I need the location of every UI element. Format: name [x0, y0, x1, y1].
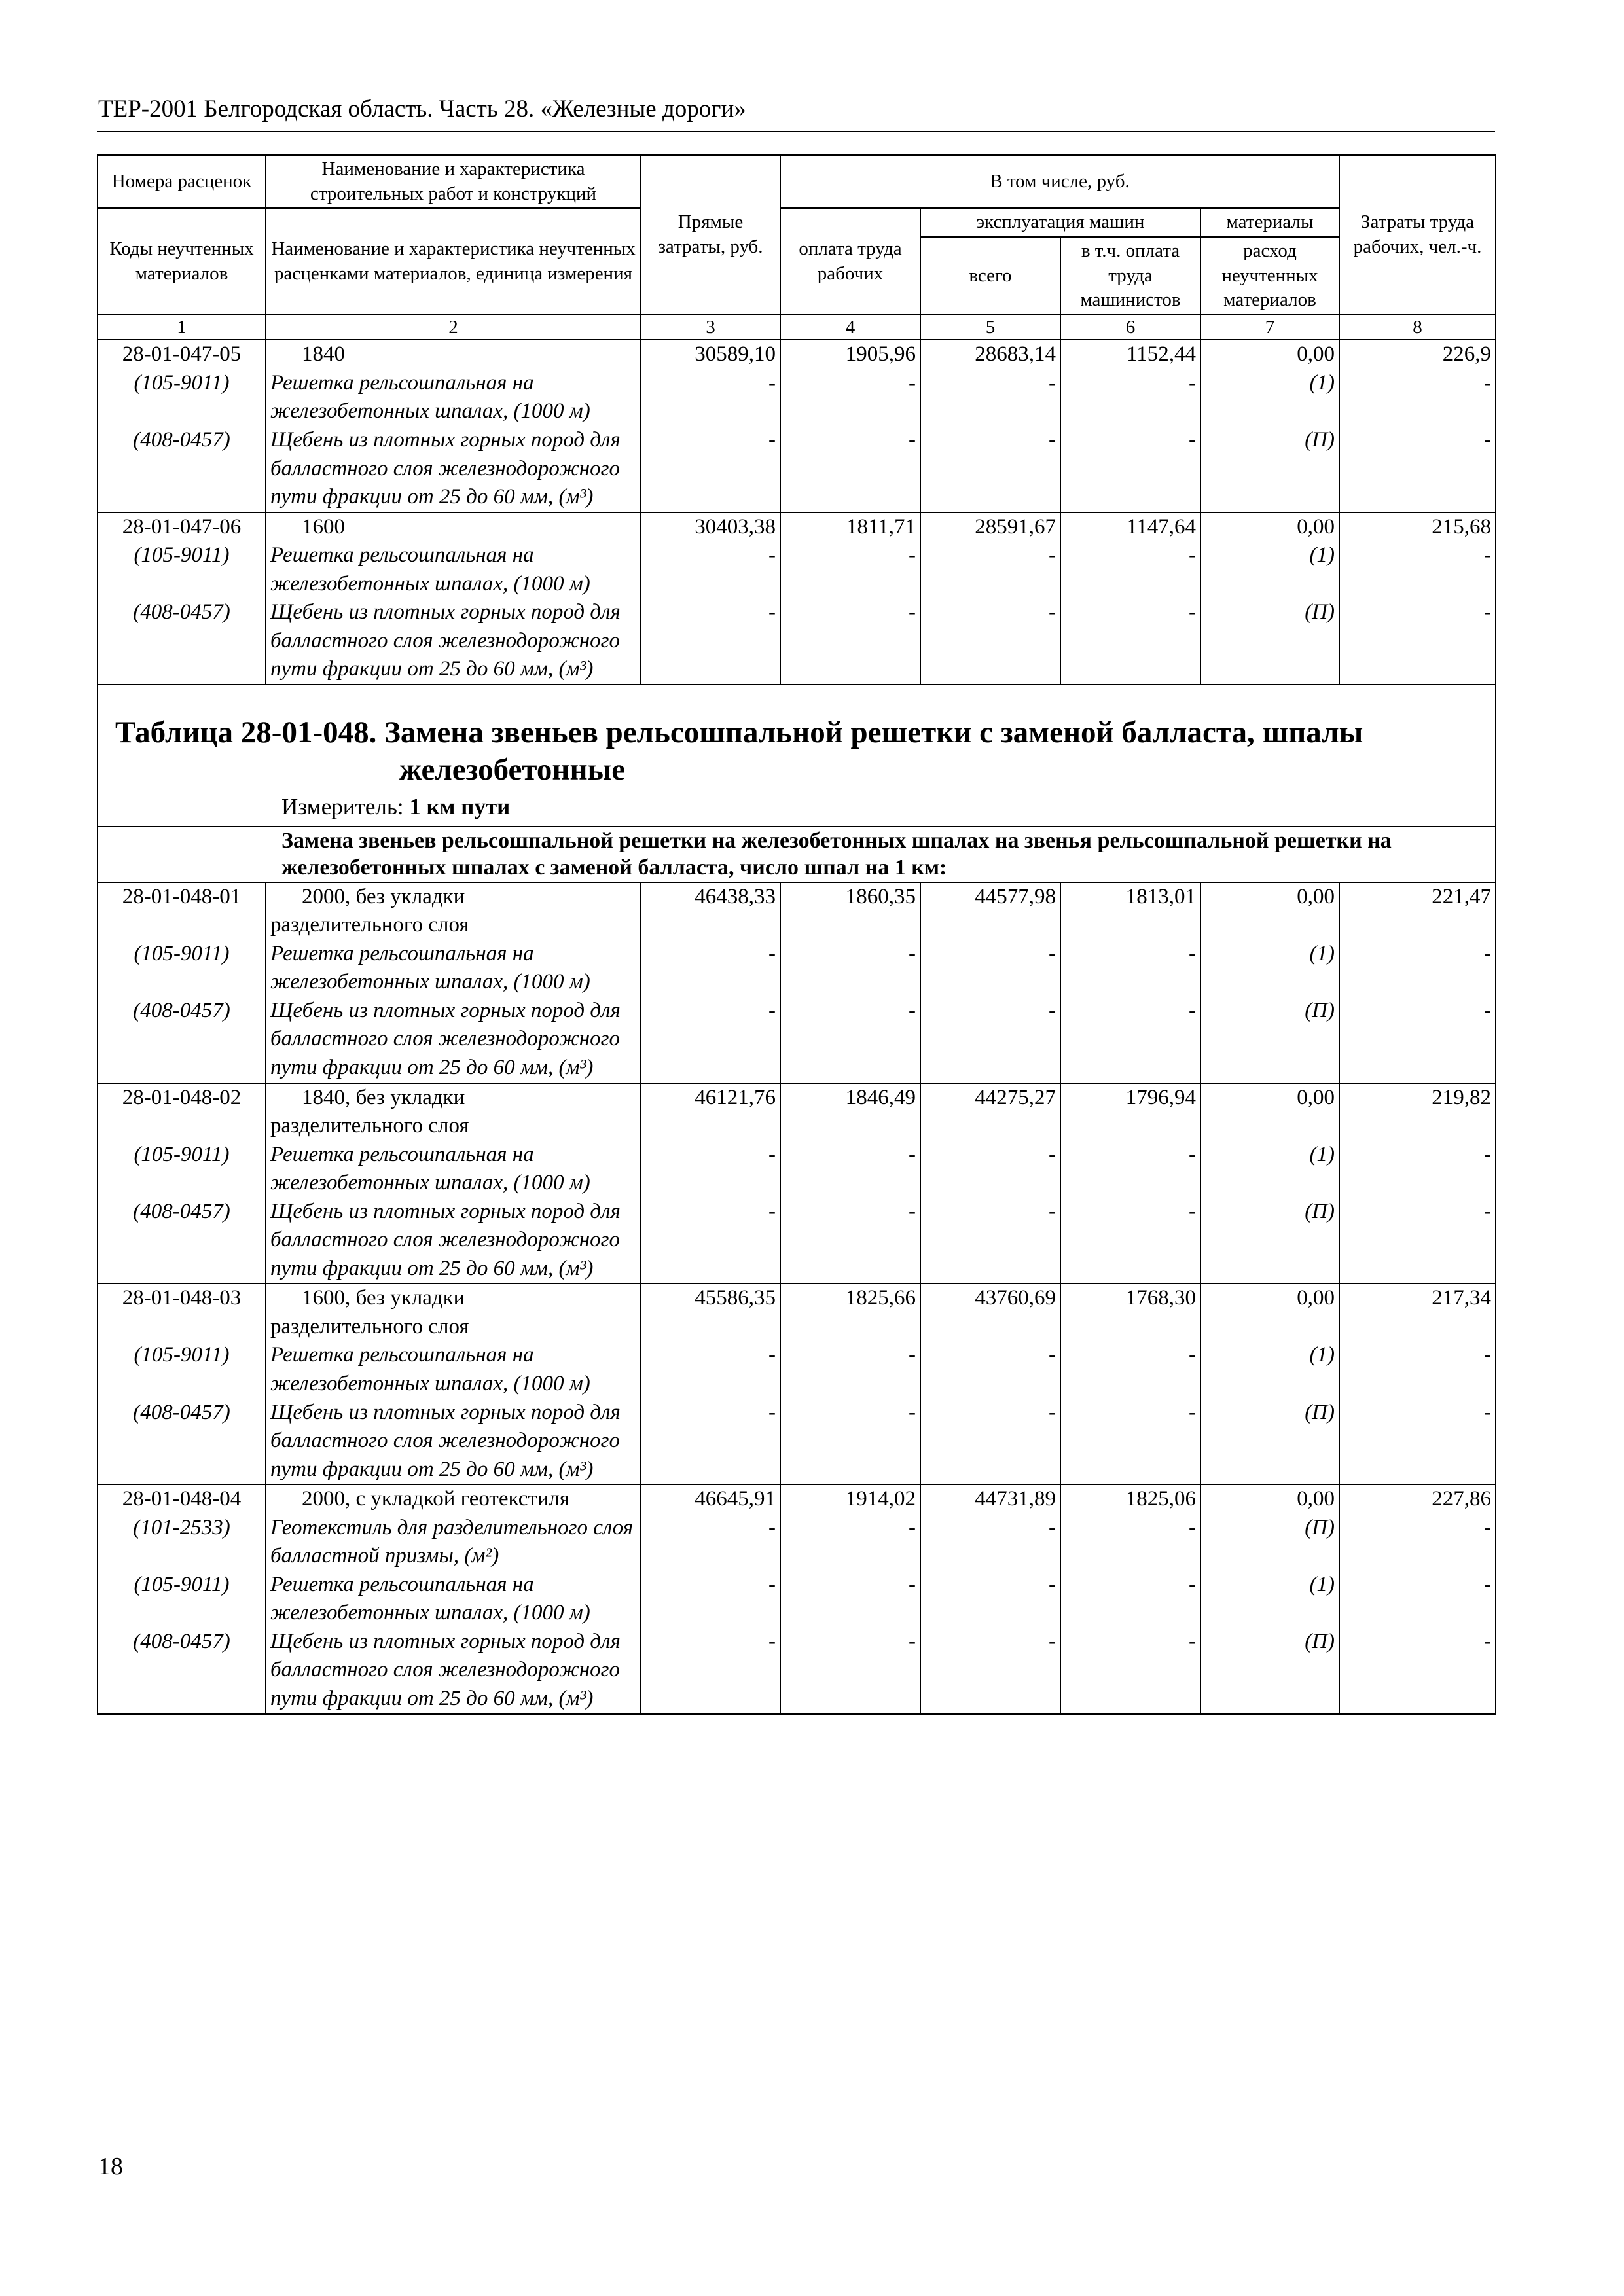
dash-value: -	[920, 1198, 1060, 1284]
dash-value: -	[641, 1341, 780, 1398]
material-name: Щебень из плотных горных пород для балластного слоя железнодорожного пути фракции от 25 до 60 мм, (м³)	[266, 997, 641, 1083]
rate-name	[266, 340, 641, 369]
material-qty: (П)	[1200, 1198, 1339, 1284]
rate-value: 28683,14	[920, 340, 1060, 369]
header-direct-costs: Прямые затраты, руб.	[641, 155, 780, 315]
table-title-cont: железобетонные	[399, 753, 626, 787]
rate-value: 1846,49	[780, 1083, 920, 1141]
material-name: Решетка рельсошпальная на железобетонных шпалах, (1000 м)	[266, 369, 641, 426]
rate-name	[266, 512, 641, 542]
dash-value: -	[920, 997, 1060, 1083]
rate-value: 1152,44	[1060, 340, 1200, 369]
rate-name	[266, 1283, 641, 1341]
dash-value: -	[641, 1628, 780, 1714]
rate-row	[98, 882, 1496, 940]
column-number: 5	[920, 315, 1060, 340]
dash-value: -	[1339, 426, 1496, 512]
column-number: 3	[641, 315, 780, 340]
rate-value: 44731,89	[920, 1484, 1060, 1514]
material-qty: (1)	[1200, 1341, 1339, 1398]
dash-value: -	[780, 1628, 920, 1714]
dash-value: -	[1060, 598, 1200, 685]
rate-row	[98, 340, 1496, 369]
material-name: Решетка рельсошпальная на железобетонных шпалах, (1000 м)	[266, 541, 641, 598]
rate-value: 0,00	[1200, 1283, 1339, 1341]
rate-row	[98, 1083, 1496, 1141]
dash-value: -	[920, 1141, 1060, 1198]
header-machinist-pay: в т.ч. оплата труда машинистов	[1060, 237, 1200, 315]
dash-value: -	[641, 1399, 780, 1485]
rate-value: 221,47	[1339, 882, 1496, 940]
dash-value: -	[1339, 1141, 1496, 1198]
rate-value: 43760,69	[920, 1283, 1060, 1341]
rate-value: 46438,33	[641, 882, 780, 940]
rate-row	[98, 1484, 1496, 1514]
material-name: Щебень из плотных горных пород для балластного слоя железнодорожного пути фракции от 25 до 60 мм, (м³)	[266, 1628, 641, 1714]
material-qty: (П)	[1200, 1628, 1339, 1714]
section-title: Замена звеньев рельсошпальной решетки на железобетонных шпалах на звенья рельсошпальной решетки на железобетонных шпалах с заменой балласта, число шпал на 1 км:	[98, 827, 1496, 882]
header-labor-hours: Затраты труда рабочих, чел.-ч.	[1339, 155, 1496, 315]
dash-value: -	[1060, 997, 1200, 1083]
header-unaccounted-materials: расход неучтенных материалов	[1200, 237, 1339, 315]
running-head: ТЕР-2001 Белгородская область. Часть 28. «Железные дороги»	[98, 96, 746, 122]
rate-value: 1768,30	[1060, 1283, 1200, 1341]
rate-value: 219,82	[1339, 1083, 1496, 1141]
rate-name-line: 2000, без укладки	[302, 884, 465, 908]
column-number: 2	[266, 315, 641, 340]
rate-value: 217,34	[1339, 1283, 1496, 1341]
material-code: (105-9011)	[98, 1141, 266, 1198]
rate-value: 1825,06	[1060, 1484, 1200, 1514]
rate-value: 1905,96	[780, 340, 920, 369]
material-qty: (1)	[1200, 369, 1339, 426]
rate-name	[266, 882, 641, 940]
dash-value: -	[1060, 1571, 1200, 1628]
dash-value: -	[1060, 1628, 1200, 1714]
dash-value: -	[641, 940, 780, 997]
dash-value: -	[641, 1141, 780, 1198]
header-machines: эксплуатация машин	[920, 208, 1200, 237]
dash-value: -	[780, 1141, 920, 1198]
dash-value: -	[641, 1514, 780, 1571]
dash-value: -	[1060, 369, 1200, 426]
dash-value: -	[1339, 940, 1496, 997]
material-row	[98, 598, 1496, 685]
dash-value: -	[920, 426, 1060, 512]
dash-value: -	[780, 1571, 920, 1628]
dash-value: -	[920, 1514, 1060, 1571]
rate-value: 1796,94	[1060, 1083, 1200, 1141]
dash-value: -	[1339, 1514, 1496, 1571]
rate-name-line: 1840, без укладки	[302, 1085, 465, 1109]
material-row	[98, 1514, 1496, 1571]
material-code: (105-9011)	[98, 1571, 266, 1628]
material-row	[98, 940, 1496, 997]
dash-value: -	[1060, 1141, 1200, 1198]
material-name: Решетка рельсошпальная на железобетонных шпалах, (1000 м)	[266, 1341, 641, 1398]
dash-value: -	[920, 1628, 1060, 1714]
dash-value: -	[1060, 1399, 1200, 1485]
rate-row	[98, 512, 1496, 542]
dash-value: -	[641, 1571, 780, 1628]
rate-name-cont: разделительного слоя	[270, 913, 469, 937]
material-code: (105-9011)	[98, 1341, 266, 1398]
dash-value: -	[641, 426, 780, 512]
rate-code: 28-01-048-03	[98, 1283, 266, 1341]
dash-value: -	[920, 1341, 1060, 1398]
column-number: 7	[1200, 315, 1339, 340]
dash-value: -	[1339, 997, 1496, 1083]
material-qty: (П)	[1200, 997, 1339, 1083]
dash-value: -	[920, 940, 1060, 997]
rate-value: 226,9	[1339, 340, 1496, 369]
dash-value: -	[780, 1399, 920, 1485]
rate-code: 28-01-047-05	[98, 340, 266, 369]
rate-value: 30403,38	[641, 512, 780, 542]
dash-value: -	[1339, 1341, 1496, 1398]
material-qty: (1)	[1200, 1141, 1339, 1198]
dash-value: -	[1060, 541, 1200, 598]
dash-value: -	[1060, 426, 1200, 512]
rate-value: 0,00	[1200, 1484, 1339, 1514]
dash-value: -	[780, 940, 920, 997]
material-qty: (1)	[1200, 541, 1339, 598]
dash-value: -	[1339, 1571, 1496, 1628]
material-code: (105-9011)	[98, 541, 266, 598]
dash-value: -	[920, 1399, 1060, 1485]
dash-value: -	[780, 1341, 920, 1398]
header-materials: материалы	[1200, 208, 1339, 237]
dash-value: -	[1060, 1514, 1200, 1571]
dash-value: -	[641, 997, 780, 1083]
material-code: (408-0457)	[98, 1198, 266, 1284]
table-title: Таблица 28-01-048. Замена звеньев рельсошпальной решетки с заменой балласта, шпалы	[115, 715, 1363, 749]
material-name: Щебень из плотных горных пород для балластного слоя железнодорожного пути фракции от 25 до 60 мм, (м³)	[266, 1198, 641, 1284]
dash-value: -	[1339, 1628, 1496, 1714]
rate-value: 1813,01	[1060, 882, 1200, 940]
rate-value: 30589,10	[641, 340, 780, 369]
rate-name-line: 1600	[302, 514, 345, 539]
material-code: (101-2533)	[98, 1514, 266, 1571]
material-name: Щебень из плотных горных пород для балластного слоя железнодорожного пути фракции от 25 до 60 мм, (м³)	[266, 598, 641, 685]
dash-value: -	[1060, 1341, 1200, 1398]
material-row	[98, 1198, 1496, 1284]
dash-value: -	[780, 369, 920, 426]
material-code: (408-0457)	[98, 598, 266, 685]
rate-value: 45586,35	[641, 1283, 780, 1341]
material-name: Решетка рельсошпальная на железобетонных шпалах, (1000 м)	[266, 1141, 641, 1198]
rate-value: 0,00	[1200, 882, 1339, 940]
rate-value: 1914,02	[780, 1484, 920, 1514]
dash-value: -	[1339, 1399, 1496, 1485]
material-code: (408-0457)	[98, 1628, 266, 1714]
rate-name-line: 2000, с укладкой геотекстиля	[302, 1487, 570, 1511]
rate-code: 28-01-048-02	[98, 1083, 266, 1141]
header-incl-group: В том числе, руб.	[780, 155, 1339, 208]
material-code: (408-0457)	[98, 997, 266, 1083]
dash-value: -	[1339, 598, 1496, 685]
header-material-codes: Коды неучтенных материалов	[98, 208, 266, 315]
material-row	[98, 1399, 1496, 1485]
rate-name-line: 1840	[302, 342, 345, 367]
material-qty: (П)	[1200, 598, 1339, 685]
material-code: (105-9011)	[98, 940, 266, 997]
table-header	[98, 155, 1496, 315]
meter-cell	[98, 789, 1496, 827]
rate-row	[98, 1283, 1496, 1341]
dash-value: -	[780, 598, 920, 685]
material-name: Щебень из плотных горных пород для балластного слоя железнодорожного пути фракции от 25 до 60 мм, (м³)	[266, 1399, 641, 1485]
rates-block-048	[98, 882, 1496, 1714]
dash-value: -	[1060, 940, 1200, 997]
rate-name-cont: разделительного слоя	[270, 1314, 469, 1338]
material-row	[98, 1571, 1496, 1628]
rate-value: 28591,67	[920, 512, 1060, 542]
rate-value: 215,68	[1339, 512, 1496, 542]
rate-value: 1825,66	[780, 1283, 920, 1341]
rate-code: 28-01-047-06	[98, 512, 266, 542]
material-row	[98, 1141, 1496, 1198]
column-number: 6	[1060, 315, 1200, 340]
rate-value: 0,00	[1200, 340, 1339, 369]
header-work-name: Наименование и характеристика строительных работ и конструкций	[266, 155, 641, 208]
dash-value: -	[920, 541, 1060, 598]
meter-label: Измеритель:	[281, 793, 404, 819]
dash-value: -	[920, 1571, 1060, 1628]
rate-value: 227,86	[1339, 1484, 1496, 1514]
material-row	[98, 1628, 1496, 1714]
dash-value: -	[1060, 1198, 1200, 1284]
header-worker-pay: оплата труда рабочих	[780, 208, 920, 315]
dash-value: -	[780, 997, 920, 1083]
rate-value: 1811,71	[780, 512, 920, 542]
material-qty: (П)	[1200, 1514, 1339, 1571]
material-row	[98, 426, 1496, 512]
rate-value: 1147,64	[1060, 512, 1200, 542]
material-name: Решетка рельсошпальная на железобетонных шпалах, (1000 м)	[266, 1571, 641, 1628]
rate-name	[266, 1083, 641, 1141]
rate-value: 1860,35	[780, 882, 920, 940]
dash-value: -	[780, 1198, 920, 1284]
table-048-heading	[98, 685, 1496, 882]
rate-name	[266, 1484, 641, 1514]
column-number: 1	[98, 315, 266, 340]
dash-value: -	[780, 1514, 920, 1571]
rate-value: 0,00	[1200, 512, 1339, 542]
material-name: Геотекстиль для разделительного слоя балластной призмы, (м²)	[266, 1514, 641, 1571]
material-row	[98, 1341, 1496, 1398]
rates-table	[97, 154, 1496, 1715]
meter-value: 1 км пути	[409, 793, 511, 819]
column-number: 8	[1339, 315, 1496, 340]
header-material-names: Наименование и характеристика неучтенных расценками материалов, единица измерения	[266, 208, 641, 315]
dash-value: -	[641, 1198, 780, 1284]
rate-value: 44577,98	[920, 882, 1060, 940]
dash-value: -	[1339, 369, 1496, 426]
material-qty: (1)	[1200, 1571, 1339, 1628]
dash-value: -	[1339, 1198, 1496, 1284]
material-qty: (П)	[1200, 426, 1339, 512]
column-numbers-row	[98, 315, 1496, 340]
dash-value: -	[641, 541, 780, 598]
column-number: 4	[780, 315, 920, 340]
dash-value: -	[641, 598, 780, 685]
table-title-cell	[98, 685, 1496, 789]
material-code: (408-0457)	[98, 426, 266, 512]
dash-value: -	[920, 369, 1060, 426]
material-row	[98, 997, 1496, 1083]
header-machines-total: всего	[920, 237, 1060, 315]
header-rule	[97, 131, 1495, 132]
rate-code: 28-01-048-04	[98, 1484, 266, 1514]
dash-value: -	[1339, 541, 1496, 598]
dash-value: -	[780, 541, 920, 598]
material-qty: (П)	[1200, 1399, 1339, 1485]
rate-value: 0,00	[1200, 1083, 1339, 1141]
dash-value: -	[780, 426, 920, 512]
rate-value: 44275,27	[920, 1083, 1060, 1141]
material-qty: (1)	[1200, 940, 1339, 997]
material-name: Щебень из плотных горных пород для балластного слоя железнодорожного пути фракции от 25 до 60 мм, (м³)	[266, 426, 641, 512]
rates-block-047	[98, 315, 1496, 685]
material-name: Решетка рельсошпальная на железобетонных шпалах, (1000 м)	[266, 940, 641, 997]
dash-value: -	[920, 598, 1060, 685]
rate-name-cont: разделительного слоя	[270, 1114, 469, 1138]
header-rate-numbers: Номера расценок	[98, 155, 266, 208]
material-code: (408-0457)	[98, 1399, 266, 1485]
dash-value: -	[641, 369, 780, 426]
material-code: (105-9011)	[98, 369, 266, 426]
rate-name-line: 1600, без укладки	[302, 1286, 465, 1310]
rate-value: 46121,76	[641, 1083, 780, 1141]
page-number: 18	[98, 2153, 123, 2180]
material-row	[98, 369, 1496, 426]
rate-value: 46645,91	[641, 1484, 780, 1514]
rate-code: 28-01-048-01	[98, 882, 266, 940]
material-row	[98, 541, 1496, 598]
